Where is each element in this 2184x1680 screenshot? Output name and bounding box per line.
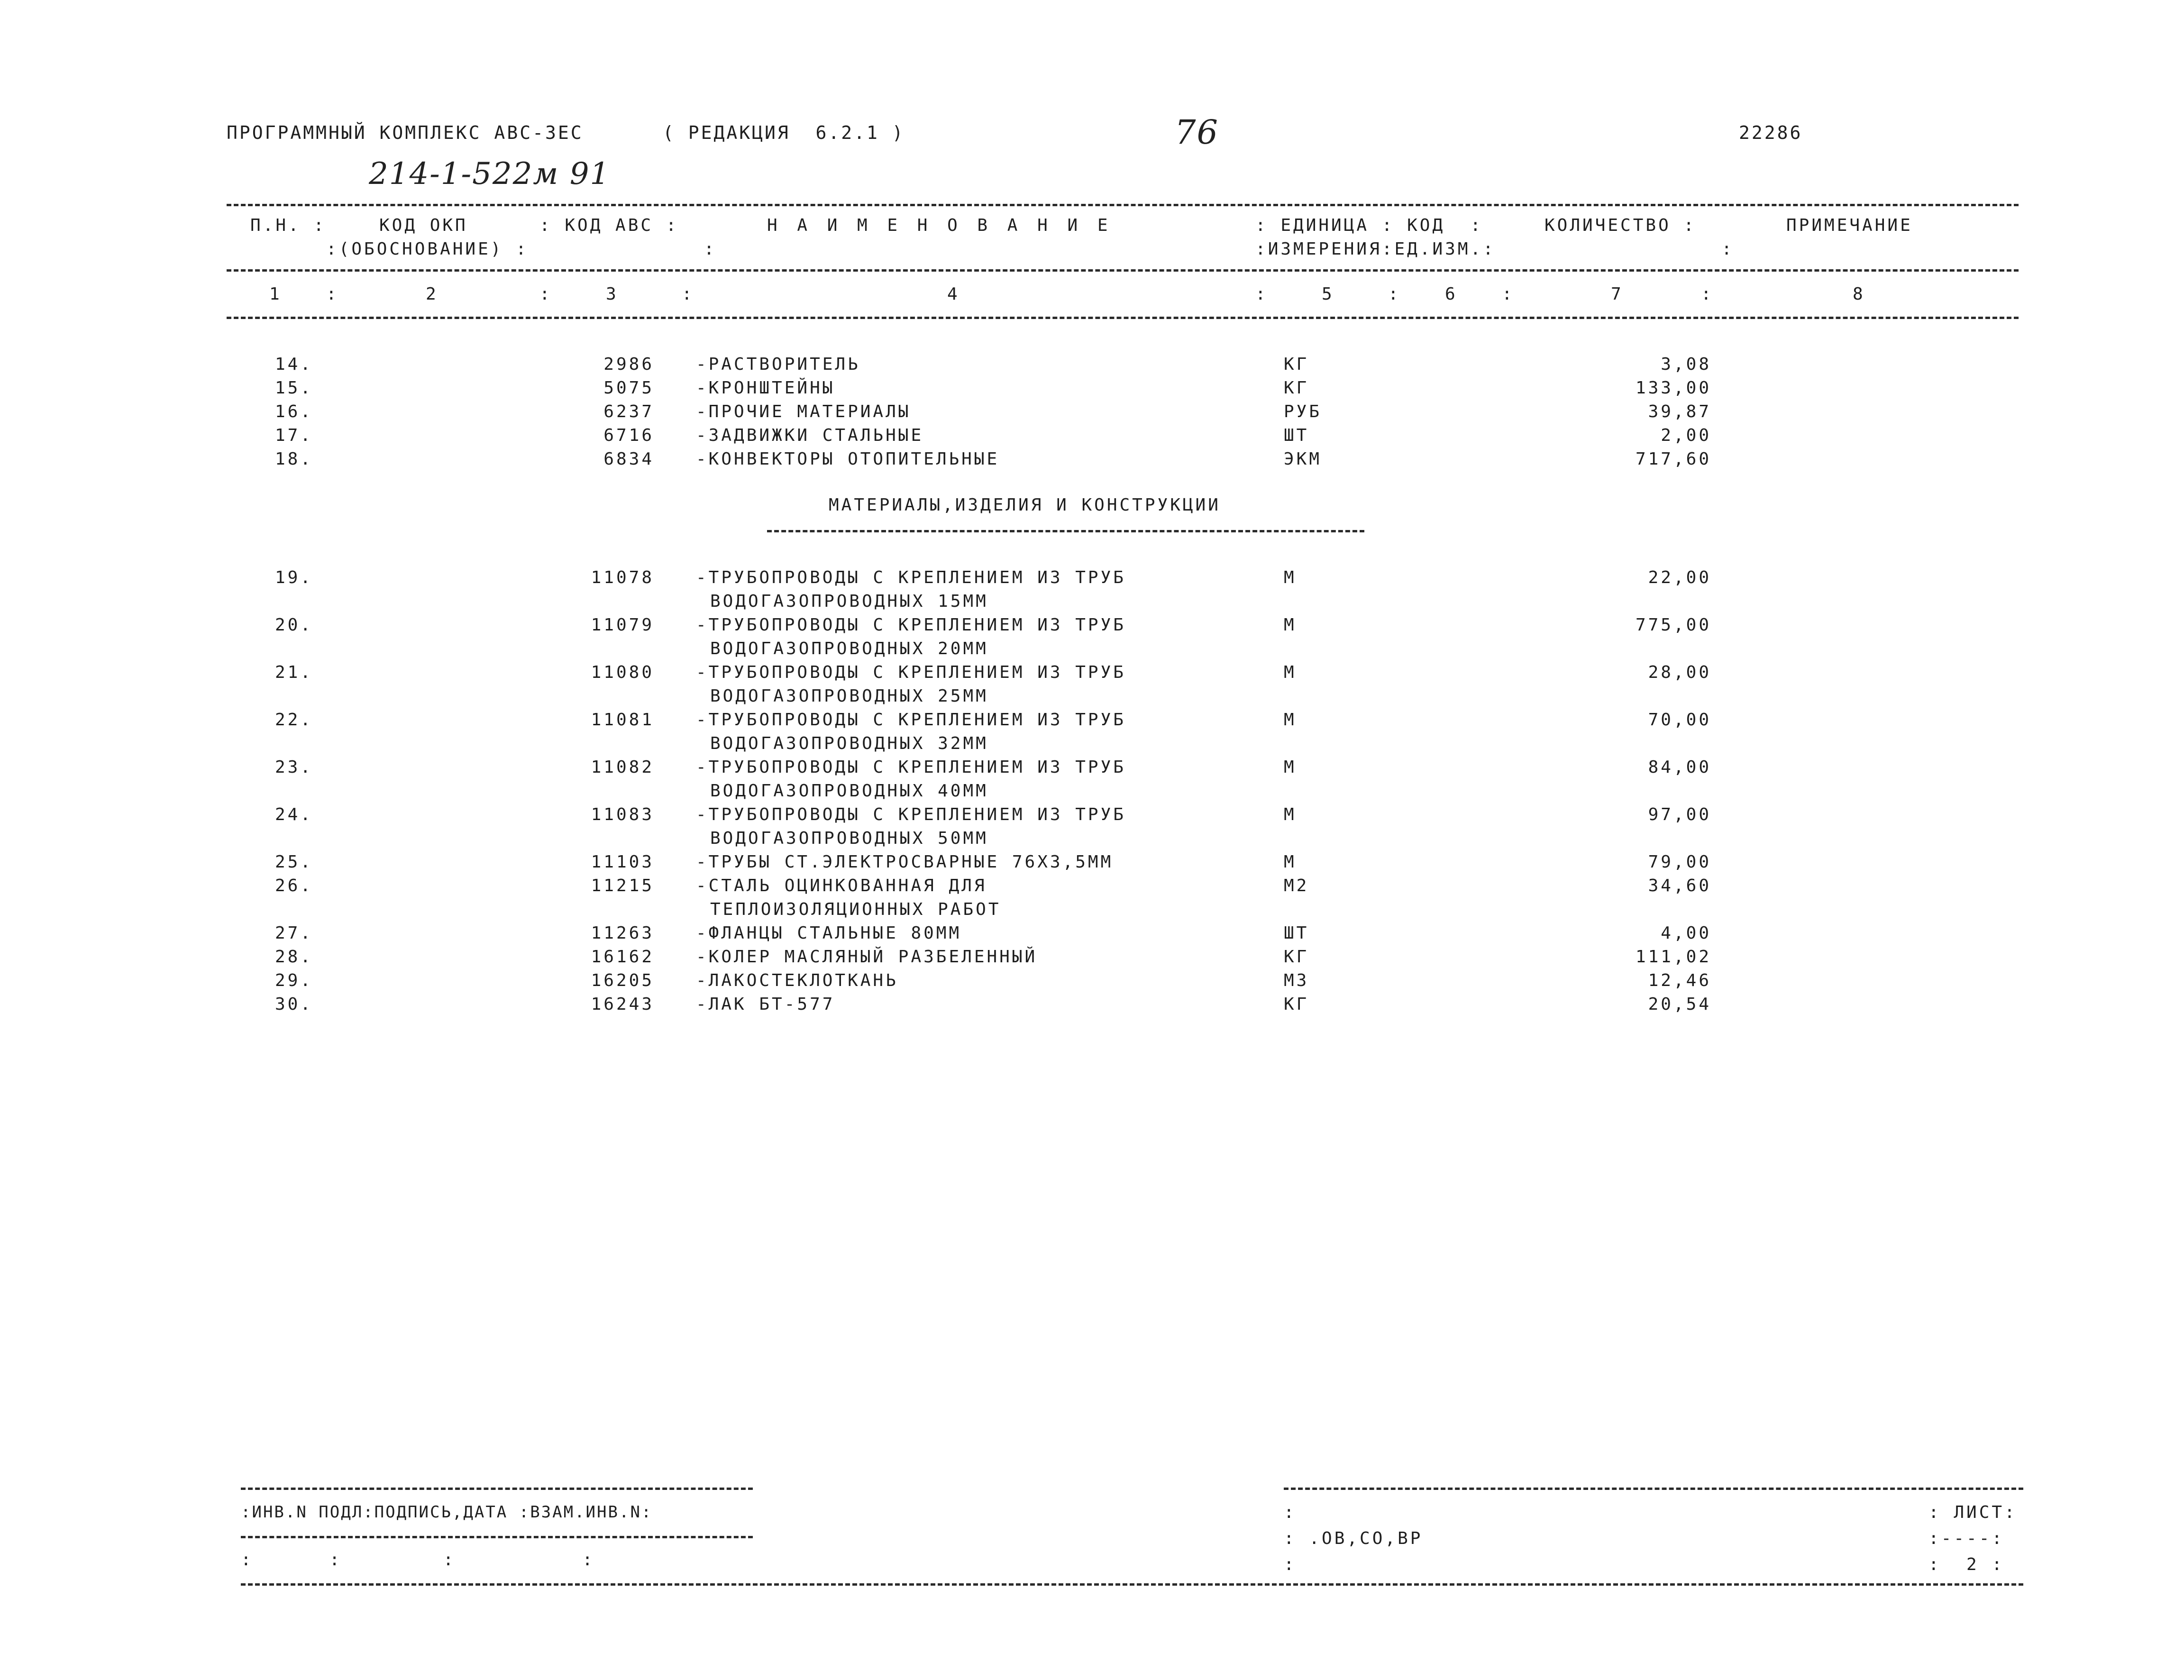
row-quantity: 34,60 bbox=[1648, 876, 1711, 895]
row-quantity: 28,00 bbox=[1648, 663, 1711, 682]
row-quantity: 84,00 bbox=[1648, 758, 1711, 777]
footer-rule-bottom bbox=[241, 1583, 2023, 1586]
row-number: 23. bbox=[274, 758, 313, 777]
row-abc-code: 11078 bbox=[591, 568, 654, 587]
row-name: -ТРУБОПРОВОДЫ С КРЕПЛЕНИЕМ ИЗ ТРУБ bbox=[696, 758, 1126, 777]
col-note: ПРИМЕЧАНИЕ bbox=[1786, 216, 1913, 235]
row-name: -ФЛАНЦЫ СТАЛЬНЫЕ 80ММ bbox=[696, 923, 962, 943]
row-abc-code: 16243 bbox=[591, 995, 654, 1014]
row-number: 29. bbox=[274, 971, 313, 990]
row-quantity: 39,87 bbox=[1648, 402, 1711, 421]
row-name: -ТРУБОПРОВОДЫ С КРЕПЛЕНИЕМ ИЗ ТРУБ bbox=[696, 615, 1126, 635]
row-unit: М bbox=[1284, 805, 1297, 824]
row-name: -ТРУБЫ СТ.ЭЛЕКТРОСВАРНЫЕ 76Х3,5ММ bbox=[696, 852, 1114, 872]
row-name: -РАСТВОРИТЕЛЬ bbox=[696, 355, 860, 374]
col-qty-sep: : bbox=[1544, 239, 1735, 259]
row-abc-code: 11215 bbox=[591, 876, 654, 895]
row-quantity: 22,00 bbox=[1648, 568, 1711, 587]
row-unit: М bbox=[1284, 710, 1297, 730]
row-abc-code: 16205 bbox=[591, 971, 654, 990]
footer-stamp-cells: : : : : bbox=[241, 1550, 595, 1570]
row-abc-code: 11082 bbox=[591, 758, 654, 777]
col-num-sep-5: : bbox=[1388, 284, 1401, 304]
row-abc-code: 6834 bbox=[603, 449, 654, 469]
doc-number: 22286 bbox=[1739, 122, 1803, 143]
row-quantity: 97,00 bbox=[1648, 805, 1711, 824]
row-number: 30. bbox=[274, 995, 313, 1014]
col-pn: П.Н. : bbox=[250, 216, 327, 235]
col-num-7: 7 bbox=[1611, 284, 1624, 304]
col-num-3: 3 bbox=[606, 284, 619, 304]
footer-left-rule-top bbox=[241, 1488, 753, 1490]
section-underline bbox=[767, 530, 1364, 532]
footer-doc-mark: : .ОВ,СО,ВР bbox=[1284, 1529, 1423, 1548]
row-name: -ТРУБОПРОВОДЫ С КРЕПЛЕНИЕМ ИЗ ТРУБ bbox=[696, 710, 1126, 730]
col-num-sep-6: : bbox=[1502, 284, 1515, 304]
handwritten-code: 214-1-522м 91 bbox=[369, 156, 611, 192]
row-name: -СТАЛЬ ОЦИНКОВАННАЯ ДЛЯ bbox=[696, 876, 987, 895]
col-num-sep-1: : bbox=[326, 284, 339, 304]
row-number: 14. bbox=[274, 355, 313, 374]
row-number: 20. bbox=[274, 615, 313, 635]
row-name-continuation: ВОДОГАЗОПРОВОДНЫХ 50ММ bbox=[710, 829, 988, 848]
row-quantity: 20,54 bbox=[1648, 995, 1711, 1014]
row-unit: М3 bbox=[1284, 971, 1309, 990]
row-abc-code: 11079 bbox=[591, 615, 654, 635]
row-abc-code: 6237 bbox=[603, 402, 654, 421]
row-number: 27. bbox=[274, 923, 313, 943]
row-quantity: 717,60 bbox=[1635, 449, 1711, 469]
row-name: -ТРУБОПРОВОДЫ С КРЕПЛЕНИЕМ ИЗ ТРУБ bbox=[696, 663, 1126, 682]
row-quantity: 79,00 bbox=[1648, 852, 1711, 872]
row-unit: М2 bbox=[1284, 876, 1309, 895]
row-quantity: 775,00 bbox=[1635, 615, 1711, 635]
row-name-continuation: ВОДОГАЗОПРОВОДНЫХ 32ММ bbox=[710, 734, 988, 753]
col-num-2: 2 bbox=[426, 284, 439, 304]
row-abc-code: 16162 bbox=[591, 947, 654, 967]
row-number: 25. bbox=[274, 852, 313, 872]
row-quantity: 3,08 bbox=[1661, 355, 1711, 374]
footer-sheet-value: : 2 : bbox=[1928, 1555, 2005, 1574]
row-unit: ЭКМ bbox=[1284, 449, 1322, 469]
col-abc: : КОД АВС : bbox=[539, 216, 679, 235]
col-num-6: 6 bbox=[1445, 284, 1458, 304]
row-name: -ТРУБОПРОВОДЫ С КРЕПЛЕНИЕМ ИЗ ТРУБ bbox=[696, 805, 1126, 824]
row-quantity: 70,00 bbox=[1648, 710, 1711, 730]
row-name-continuation: ВОДОГАЗОПРОВОДНЫХ 25ММ bbox=[710, 686, 988, 706]
row-unit: КГ bbox=[1284, 378, 1309, 398]
row-abc-code: 11083 bbox=[591, 805, 654, 824]
row-name-continuation: ВОДОГАЗОПРОВОДНЫХ 15ММ bbox=[710, 592, 988, 611]
section-title: МАТЕРИАЛЫ,ИЗДЕЛИЯ И КОНСТРУКЦИИ bbox=[829, 495, 1221, 515]
row-unit: КГ bbox=[1284, 355, 1309, 374]
col-num-sep-3: : bbox=[682, 284, 694, 304]
row-name: -ЛАК БТ-577 bbox=[696, 995, 835, 1014]
col-qty: КОЛИЧЕСТВО : bbox=[1544, 216, 1697, 235]
footer-right-rule-top bbox=[1284, 1488, 2023, 1490]
row-unit: М bbox=[1284, 615, 1297, 635]
col-num-8: 8 bbox=[1853, 284, 1865, 304]
row-name: -ТРУБОПРОВОДЫ С КРЕПЛЕНИЕМ ИЗ ТРУБ bbox=[696, 568, 1126, 587]
footer-sheet-rule: :----: bbox=[1928, 1529, 2005, 1548]
row-name: -ЛАКОСТЕКЛОТКАНЬ bbox=[696, 971, 898, 990]
header-rule-top bbox=[227, 204, 2019, 206]
row-name: -КРОНШТЕЙНЫ bbox=[696, 378, 835, 398]
header-rule-mid bbox=[227, 269, 2019, 272]
row-abc-code: 11103 bbox=[591, 852, 654, 872]
row-quantity: 12,46 bbox=[1648, 971, 1711, 990]
row-name: -КОНВЕКТОРЫ ОТОПИТЕЛЬНЫЕ bbox=[696, 449, 1000, 469]
row-number: 18. bbox=[274, 449, 313, 469]
col-num-1: 1 bbox=[269, 284, 282, 304]
program-title: ПРОГРАММНЫЙ КОМПЛЕКС АВС-3ЕС bbox=[227, 122, 584, 143]
page-number: 76 bbox=[1175, 113, 1219, 152]
row-number: 19. bbox=[274, 568, 313, 587]
footer-stamp-label: :ИНВ.N ПОДЛ:ПОДПИСЬ,ДАТА :ВЗАМ.ИНВ.N: bbox=[241, 1503, 653, 1522]
row-unit: М bbox=[1284, 758, 1297, 777]
row-name-continuation: ТЕПЛОИЗОЛЯЦИОННЫХ РАБОТ bbox=[710, 900, 1001, 919]
row-number: 21. bbox=[274, 663, 313, 682]
row-number: 22. bbox=[274, 710, 313, 730]
row-abc-code: 11263 bbox=[591, 923, 654, 943]
row-quantity: 2,00 bbox=[1661, 426, 1711, 445]
row-name: -ЗАДВИЖКИ СТАЛЬНЫЕ bbox=[696, 426, 924, 445]
col-name: Н А И М Е Н О В А Н И Е bbox=[767, 216, 1113, 235]
row-name-continuation: ВОДОГАЗОПРОВОДНЫХ 20ММ bbox=[710, 639, 988, 658]
row-quantity: 111,02 bbox=[1635, 947, 1711, 967]
row-name: -ПРОЧИЕ МАТЕРИАЛЫ bbox=[696, 402, 911, 421]
row-number: 17. bbox=[274, 426, 313, 445]
row-abc-code: 11081 bbox=[591, 710, 654, 730]
footer-sheet-label: : ЛИСТ: bbox=[1928, 1503, 2017, 1522]
row-number: 26. bbox=[274, 876, 313, 895]
row-abc-code: 5075 bbox=[603, 378, 654, 398]
row-number: 16. bbox=[274, 402, 313, 421]
row-name-continuation: ВОДОГАЗОПРОВОДНЫХ 40ММ bbox=[710, 781, 988, 801]
row-number: 15. bbox=[274, 378, 313, 398]
row-unit: М bbox=[1284, 663, 1297, 682]
row-quantity: 4,00 bbox=[1661, 923, 1711, 943]
footer-right-sep-1: : bbox=[1284, 1503, 1297, 1522]
row-unit: ШТ bbox=[1284, 923, 1309, 943]
footer-right-sep-3: : bbox=[1284, 1555, 1297, 1574]
row-number: 28. bbox=[274, 947, 313, 967]
footer-left-rule-mid bbox=[241, 1536, 753, 1538]
program-edition: ( РЕДАКЦИЯ 6.2.1 ) bbox=[663, 122, 905, 143]
col-unit-sub: :ИЗМЕРЕНИЯ:ЕД.ИЗМ.: bbox=[1255, 239, 1496, 259]
col-num-4: 4 bbox=[947, 284, 960, 304]
row-unit: РУБ bbox=[1284, 402, 1322, 421]
header-rule-bottom bbox=[227, 317, 2019, 319]
col-num-sep-4: : bbox=[1255, 284, 1268, 304]
row-unit: КГ bbox=[1284, 995, 1309, 1014]
col-abc-sep: : bbox=[539, 239, 717, 259]
col-num-5: 5 bbox=[1322, 284, 1334, 304]
row-unit: М bbox=[1284, 852, 1297, 872]
row-name: -КОЛЕР МАСЛЯНЫЙ РАЗБЕЛЕННЫЙ bbox=[696, 947, 1038, 967]
row-quantity: 133,00 bbox=[1635, 378, 1711, 398]
col-unit: : ЕДИНИЦА : КОД : bbox=[1255, 216, 1483, 235]
row-unit: КГ bbox=[1284, 947, 1309, 967]
col-num-sep-2: : bbox=[539, 284, 552, 304]
row-abc-code: 11080 bbox=[591, 663, 654, 682]
row-number: 24. bbox=[274, 805, 313, 824]
row-abc-code: 6716 bbox=[603, 426, 654, 445]
row-unit: ШТ bbox=[1284, 426, 1309, 445]
col-num-sep-7: : bbox=[1701, 284, 1714, 304]
row-unit: М bbox=[1284, 568, 1297, 587]
col-okp: КОД ОКП bbox=[379, 216, 468, 235]
row-abc-code: 2986 bbox=[603, 355, 654, 374]
col-okp-sub: :(ОБОСНОВАНИЕ) : bbox=[326, 239, 529, 259]
